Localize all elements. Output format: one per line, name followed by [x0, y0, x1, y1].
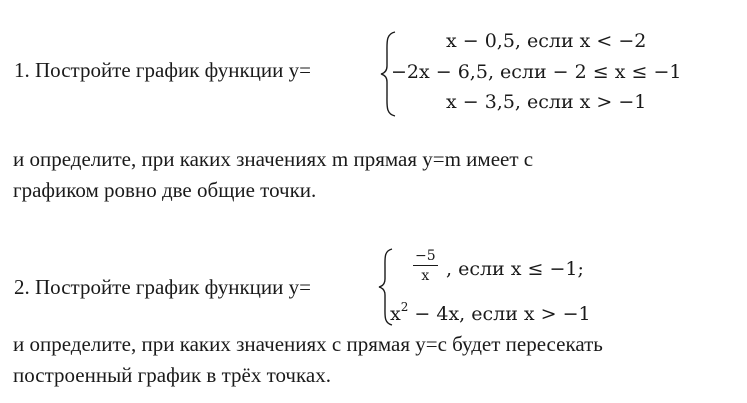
fraction-numerator: −5: [415, 248, 436, 264]
task2-text-line-1: и определите, при каких значениях с прямая y=c будет пересекать: [13, 332, 603, 356]
fraction-denominator: x: [421, 268, 430, 284]
task1-case-2: −2x − 6,5, если − 2 ≤ x ≤ −1: [391, 61, 682, 83]
task2-case1-fraction: [413, 249, 438, 283]
task1-text-line-1: и определите, при каких значениях m прямая y=m имеет с: [13, 147, 534, 171]
task2-case-1-condition: , если x ≤ −1;: [446, 258, 584, 280]
task1-text-line-2: графиком ровно две общие точки.: [13, 178, 317, 202]
case2-base: x: [390, 303, 401, 325]
task2-text-line-2: построенный график в трёх точках.: [13, 363, 331, 387]
task2-prompt: 2. Постройте график функции y=: [14, 275, 311, 299]
task1-prompt: 1. Постройте график функции y=: [14, 58, 311, 82]
task1-case-3: x − 3,5, если x > −1: [446, 91, 647, 113]
task1-case-1: x − 0,5, если x < −2: [446, 30, 647, 52]
task2-case-2: [390, 301, 591, 324]
case2-rest: − 4x, если x > −1: [408, 303, 591, 325]
case2-exponent: 2: [400, 300, 409, 314]
